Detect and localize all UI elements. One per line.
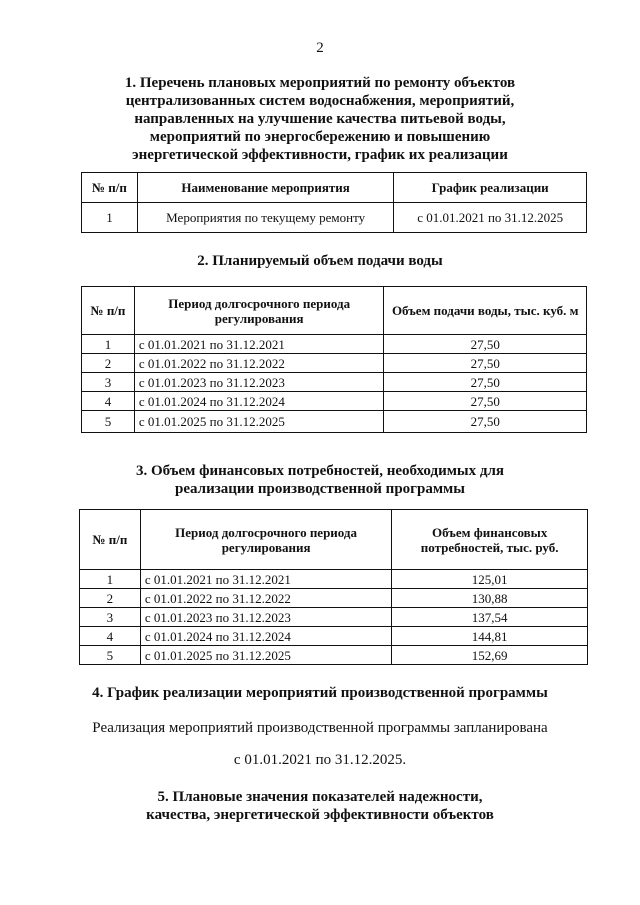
- table-row: [82, 392, 587, 411]
- cell-number: 4: [80, 627, 141, 646]
- table-header-row: [80, 510, 588, 570]
- table-header-row: [82, 173, 587, 203]
- financial-needs-table: [79, 509, 588, 665]
- cell-period: с 01.01.2022 по 31.12.2022: [140, 589, 391, 608]
- cell-water-volume: 27,50: [384, 392, 587, 411]
- section4-title: [0, 684, 640, 702]
- cell-period: с 01.01.2025 по 31.12.2025: [134, 411, 384, 433]
- cell-water-volume: 27,50: [384, 335, 587, 354]
- cell-measure-name: Мероприятия по текущему ремонту: [137, 203, 393, 233]
- section1-title-line: направленных на улучшение качества питьевой воды,: [134, 111, 506, 127]
- cell-number: 1: [82, 335, 135, 354]
- header-measure-name: Наименование мероприятия: [137, 173, 393, 203]
- cell-period: с 01.01.2021 по 31.12.2021: [140, 570, 391, 589]
- table-row: [80, 570, 588, 589]
- table-row: [82, 411, 587, 433]
- page-number: 2: [316, 40, 324, 56]
- cell-number: 1: [82, 203, 138, 233]
- table-row: [80, 627, 588, 646]
- cell-financial-needs: 137,54: [392, 608, 588, 627]
- cell-period: с 01.01.2024 по 31.12.2024: [140, 627, 391, 646]
- table-row: [80, 608, 588, 627]
- measures-table: [81, 172, 587, 233]
- cell-financial-needs: 144,81: [392, 627, 588, 646]
- cell-period: с 01.01.2022 по 31.12.2022: [134, 354, 384, 373]
- header-period: Период долгосрочного периода регулирования: [134, 287, 384, 335]
- table-header-row: [82, 287, 587, 335]
- cell-number: 3: [80, 608, 141, 627]
- cell-number: 2: [82, 354, 135, 373]
- section2-title: [0, 252, 640, 270]
- schedule-paragraph-line: с 01.01.2021 по 31.12.2025.: [233, 752, 407, 768]
- table-row: [80, 589, 588, 608]
- cell-water-volume: 27,50: [384, 354, 587, 373]
- section1-title-line: централизованных систем водоснабжения, мероприятий,: [125, 93, 515, 109]
- header-number: № п/п: [82, 287, 135, 335]
- header-period: Период долгосрочного периода регулирования: [140, 510, 391, 570]
- cell-number: 5: [80, 646, 141, 665]
- section1-title: [0, 74, 640, 164]
- section5-title-line: качества, энергетической эффективности объектов: [146, 807, 494, 823]
- table-row: [82, 373, 587, 392]
- cell-financial-needs: 152,69: [392, 646, 588, 665]
- header-water-volume: Объем подачи воды, тыс. куб. м: [384, 287, 587, 335]
- cell-period: с 01.01.2025 по 31.12.2025: [140, 646, 391, 665]
- cell-financial-needs: 125,01: [392, 570, 588, 589]
- schedule-paragraph-line: Реализация мероприятий производственной программы запланирована: [92, 720, 548, 736]
- cell-schedule: с 01.01.2021 по 31.12.2025: [394, 203, 587, 233]
- cell-period: с 01.01.2021 по 31.12.2021: [134, 335, 384, 354]
- section1-title-line: мероприятий по энергосбережению и повышению: [149, 129, 491, 145]
- cell-period: с 01.01.2024 по 31.12.2024: [134, 392, 384, 411]
- table-row: [82, 335, 587, 354]
- table-row: [82, 203, 587, 233]
- cell-number: 1: [80, 570, 141, 589]
- table-row: [80, 646, 588, 665]
- cell-number: 2: [80, 589, 141, 608]
- section3-title: [0, 462, 640, 498]
- cell-water-volume: 27,50: [384, 411, 587, 433]
- cell-number: 3: [82, 373, 135, 392]
- header-number: № п/п: [82, 173, 138, 203]
- cell-number: 5: [82, 411, 135, 433]
- cell-period: с 01.01.2023 по 31.12.2023: [140, 608, 391, 627]
- header-schedule: График реализации: [394, 173, 587, 203]
- section3-title-line: реализации производственной программы: [175, 481, 465, 497]
- header-financial-needs: Объем финансовых потребностей, тыс. руб.: [392, 510, 588, 570]
- cell-financial-needs: 130,88: [392, 589, 588, 608]
- section1-title-line: 1. Перечень плановых мероприятий по ремонту объектов: [124, 75, 516, 91]
- section5-title-line: 5. Плановые значения показателей надежности,: [157, 789, 483, 805]
- water-volume-table: [81, 286, 587, 433]
- header-number: № п/п: [80, 510, 141, 570]
- section5-title: [0, 788, 640, 824]
- section4-title-line: 4. График реализации мероприятий производственной программы: [92, 685, 548, 701]
- cell-water-volume: 27,50: [384, 373, 587, 392]
- section2-title-line: 2. Планируемый объем подачи воды: [197, 253, 443, 269]
- section3-title-line: 3. Объем финансовых потребностей, необходимых для: [135, 463, 505, 479]
- cell-period: с 01.01.2023 по 31.12.2023: [134, 373, 384, 392]
- cell-number: 4: [82, 392, 135, 411]
- table-row: [82, 354, 587, 373]
- section1-title-line: энергетической эффективности, график их реализации: [132, 147, 508, 163]
